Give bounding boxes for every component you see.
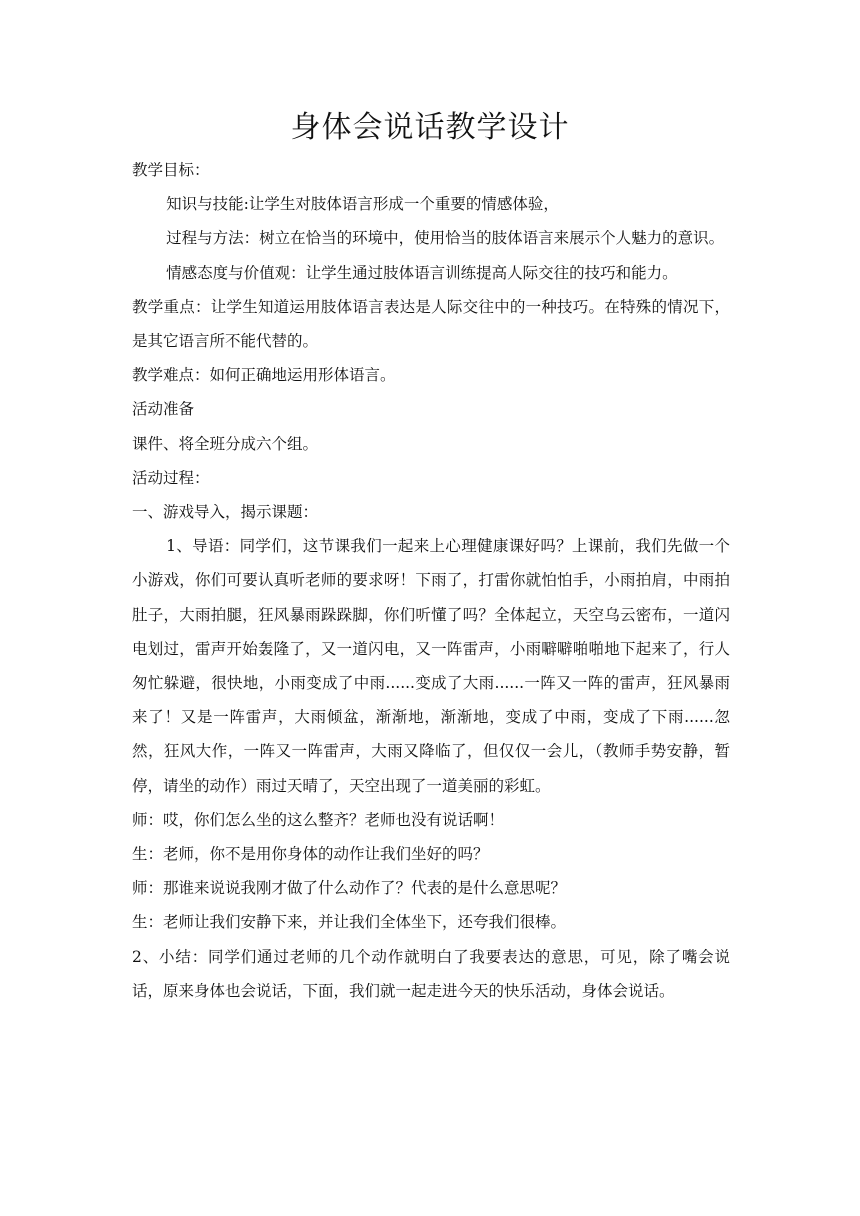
paragraph-preparation-heading: 活动准备 [132,400,195,419]
paragraph-preparation: 课件、将全班分成六个组。 [132,434,319,453]
paragraph-difficulties: 教学难点：如何正确地运用形体语言。 [132,366,396,385]
paragraph-dialogue-student-2: 生：老师让我们安静下来，并让我们全体坐下，还夸我们很棒。 [132,913,567,932]
paragraph-introduction: 1、导语：同学们，这节课我们一起来上心理健康课好吗？上课前，我们先做一个小游戏，你们可要认真听老师的要求呀！下雨了，打雷你就怕怕手，小雨拍肩，中雨拍肚子，大雨拍腿，狂风暴雨跺跺脚，你们听懂了吗？全体起立，天空乌云密布，一道闪电划过，雷声开始轰隆了，又一道闪电，又一阵雷声，小雨噼噼啪啪地下起来了，行人匆忙躲避，很快地，小雨变成了中雨......变成了大雨......一阵又一阵的雷声，狂风暴雨来了！又是一阵雷声，大雨倾盆，渐渐地，渐渐地，变成了中雨，变成了下雨......忽然，狂风大作，一阵又一阵雷声，大雨又降临了，但仅仅一会儿，（教师手势安静，暂停，请坐的动作）雨过天晴了，天空出现了一道美丽的彩虹。 [132,537,730,795]
paragraph-section-one-heading: 一、游戏导入，揭示课题： [132,503,319,522]
paragraph-process-heading: 活动过程： [132,468,210,487]
paragraph-knowledge-skills: 知识与技能:让学生对肢体语言形成一个重要的情感体验， [166,195,559,214]
paragraph-dialogue-teacher-2: 师：那谁来说说我刚才做了什么动作了？代表的是什么意思呢？ [132,879,567,898]
paragraph-emotional-attitude: 情感态度与价值观：让学生通过肢体语言训练提高人际交往的技巧和能力。 [166,263,678,282]
paragraph-dialogue-student-1: 生：老师，你不是用你身体的动作让我们坐好的吗？ [132,845,489,864]
paragraph-dialogue-teacher-1: 师：哎，你们怎么坐的这么整齐？老师也没有说话啊！ [132,810,505,829]
document-body [132,153,730,1008]
paragraph-key-points: 教学重点：让学生知道运用肢体语言表达是人际交往中的一种技巧。在特殊的情况下，是其它语言所不能代替的。 [132,297,730,351]
paragraph-process-methods: 过程与方法：树立在恰当的环境中，使用恰当的肢体语言来展示个人魅力的意识。 [166,229,725,248]
paragraph-summary: 2、小结：同学们通过老师的几个动作就明白了我要表达的意思，可见，除了嘴会说话，原来身体也会说话，下面，我们就一起走进今天的快乐活动，身体会说话。 [132,947,730,1000]
document-title: 身体会说话教学设计 [290,110,570,145]
paragraph-objectives-heading: 教学目标： [132,161,210,179]
